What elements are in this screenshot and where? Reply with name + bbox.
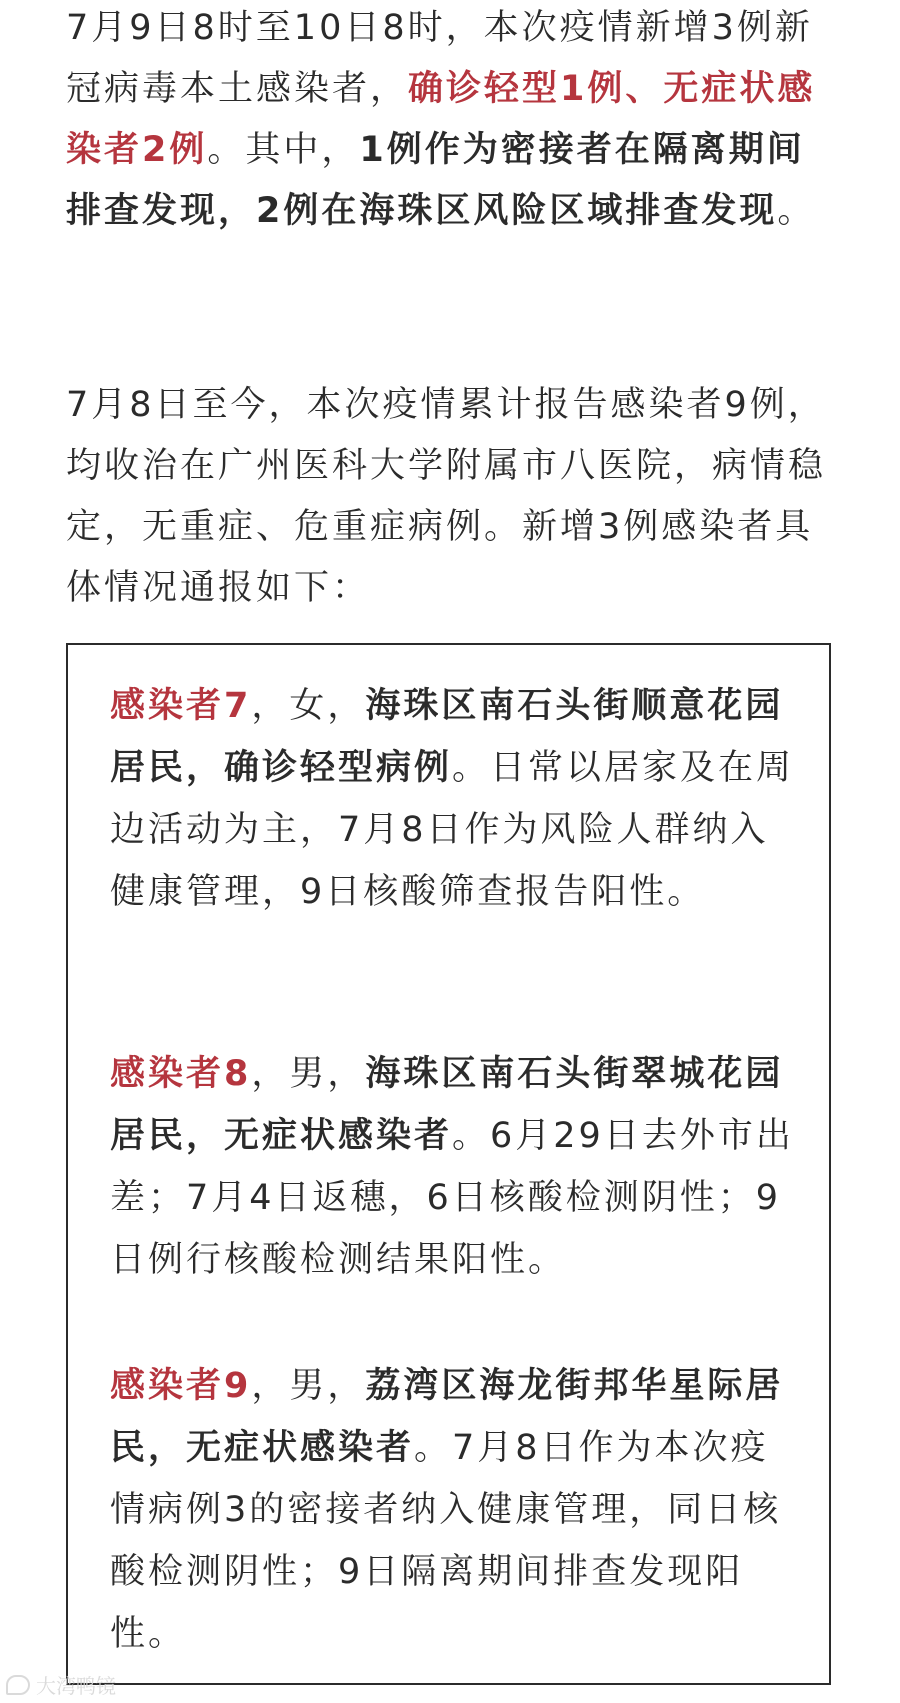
- case-separator: ，男，: [251, 1366, 366, 1406]
- case-name: 感染者9: [110, 1366, 252, 1406]
- intro-highlight-red: 确诊轻型1例、无症状感染者2例: [66, 69, 816, 170]
- chat-bubble-icon: [6, 1675, 30, 1695]
- case-name: 感染者7: [110, 686, 252, 726]
- case-name: 感染者8: [110, 1054, 252, 1094]
- case-details: 。日常以居家及在周边活动为主，7月8日作为风险人群纳入健康管理，9日核酸筛查报告阳性。: [110, 748, 795, 912]
- intro-text-b: 。其中，: [207, 130, 360, 170]
- case-separator: ，男，: [251, 1054, 366, 1094]
- case-item-9: [110, 1355, 800, 1665]
- intro-paragraph-2: 7月8日至今，本次疫情累计报告感染者9例，均收治在广州医科大学附属市八医院，病情稳定，无重症、危重症病例。新增3例感染者具体情况通报如下：: [66, 385, 827, 608]
- case-summary: 海珠区南石头街顺意花园居民，确诊轻型病例: [110, 686, 784, 788]
- case-item-7: [110, 675, 800, 923]
- watermark-text: 大湾鸭镜: [36, 1674, 116, 1698]
- case-summary: 海珠区南石头街翠城花园居民，无症状感染者: [110, 1054, 784, 1156]
- case-item-8: [110, 1043, 800, 1291]
- case-details: 。6月29日去外市出差；7月4日返穗，6日核酸检测阴性；9日例行核酸检测结果阳性。: [110, 1116, 794, 1280]
- intro-highlight-bold: 1例作为密接者在隔离期间排查发现，2例在海珠区风险区域排查发现: [66, 130, 805, 231]
- intro-text-a: 7月9日8时至10日8时，本次疫情新增3例新冠病毒本土感染者，: [66, 8, 813, 109]
- intro-paragraph-1: [66, 0, 842, 242]
- case-details: 。7月8日作为本次疫情病例3的密接者纳入健康管理，同日核酸检测阴性；9日隔离期间排查发现阳性。: [110, 1428, 782, 1654]
- case-summary: 荔湾区海龙街邦华星际居民，无症状感染者: [110, 1366, 784, 1468]
- watermark: [6, 1670, 116, 1699]
- case-separator: ，女，: [251, 686, 366, 726]
- intro-text-c: 。: [777, 191, 816, 231]
- cases-box: [66, 643, 831, 1685]
